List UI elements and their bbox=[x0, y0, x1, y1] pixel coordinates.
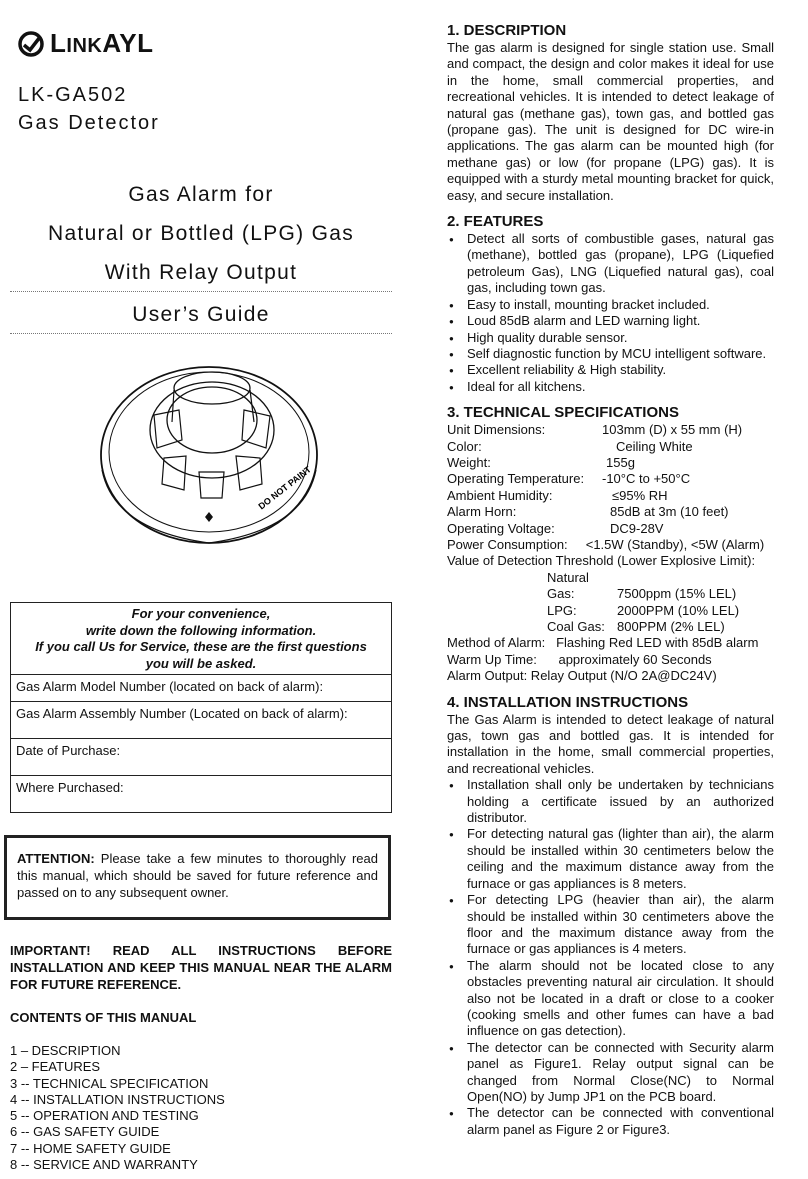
service-info-box bbox=[10, 602, 392, 813]
linkayl-logo-icon bbox=[18, 31, 44, 57]
list-item: ● For detecting natural gas (lighter than air), the alarm should be installed within 30 centimeters below the ceiling and the maximum distance away from the furnace or gas appliances is 8 meters. bbox=[447, 826, 774, 892]
right-column bbox=[447, 22, 774, 1138]
list-item: ● Easy to install, mounting bracket included. bbox=[447, 297, 774, 313]
contents-item[interactable]: 4 -- INSTALLATION INSTRUCTIONS bbox=[10, 1091, 225, 1107]
list-item: ● Loud 85dB alarm and LED warning light. bbox=[447, 313, 774, 329]
spec-row: Unit Dimensions: 103mm (D) x 55 mm (H) bbox=[447, 422, 743, 438]
important-notice: IMPORTANT! READ ALL INSTRUCTIONS BEFORE INSTALLATION AND KEEP THIS MANUAL NEAR THE ALARM FOR FUTURE REFERENCE. bbox=[10, 943, 392, 992]
spec-row: Ambient Humidity: ≤95% RH bbox=[447, 487, 668, 503]
assembly-number-field[interactable]: Gas Alarm Assembly Number (Located on back of alarm): bbox=[11, 701, 391, 738]
title-line-4: User’s Guide bbox=[10, 303, 392, 334]
title-line-2: Natural or Bottled (LPG) Gas bbox=[47, 222, 354, 245]
list-item: ● Installation shall only be undertaken by technicians holding a certificate issued by an authorized distributor. bbox=[447, 777, 774, 826]
list-item: ● Ideal for all kitchens. bbox=[447, 379, 774, 395]
spec-row: Operating Voltage: DC9-28V bbox=[447, 520, 664, 536]
list-item: ● High quality durable sensor. bbox=[447, 330, 774, 346]
contents-item[interactable]: 1 – DESCRIPTION bbox=[10, 1043, 121, 1058]
features-list bbox=[447, 231, 774, 395]
gas-detector-illustration bbox=[94, 360, 324, 550]
list-item: ● The alarm should not be located close to any obstacles preventing natural air circulation. It should also not be located in a draft or close to a cooker (cooking smells and other fumes can have a bad influence on gas detection). bbox=[447, 958, 774, 1040]
do-not-paint-label: DO NOT PAINT bbox=[256, 464, 313, 512]
contents-item[interactable]: 8 -- SERVICE AND WARRANTY bbox=[10, 1157, 198, 1173]
list-item: ● Detect all sorts of combustible gases, natural gas (methane), bottled gas (propane), LPG (Liquefied petroleum Gas), LNG (Liquefied natural gas), coal gas, including town gas. bbox=[447, 231, 774, 297]
contents-item[interactable]: 7 -- HOME SAFETY GUIDE bbox=[10, 1140, 171, 1156]
brand-name: LINKAYL bbox=[50, 28, 154, 58]
spec-row: Alarm Horn: 85dB at 3m (10 feet) bbox=[447, 504, 729, 520]
product-type: Gas Detector bbox=[18, 112, 160, 134]
spec-power: Power Consumption: <1.5W (Standby), <5W (Alarm) bbox=[447, 536, 765, 552]
service-info-header: For your convenience, write down the following information. If you call Us for Service, these are the first questions you will be asked. bbox=[35, 606, 367, 671]
specs-heading: 3. TECHNICAL SPECIFICATIONS bbox=[447, 404, 679, 422]
installation-heading: 4. INSTALLATION INSTRUCTIONS bbox=[447, 693, 689, 711]
installation-intro: The Gas Alarm is intended to detect leakage of natural gas, town gas and bottled gas. It is intended for installation in the home, small commercial properties, and recreational vehicles. bbox=[447, 711, 774, 776]
features-heading: 2. FEATURES bbox=[447, 213, 544, 231]
specs-table bbox=[447, 422, 774, 685]
left-column bbox=[10, 28, 392, 1173]
description-text: The gas alarm is designed for single station use. Small and compact, the design and color makes it ideal for use in the home, small commercial properties, and recreational vehicles. It is intended to detect leakage of natural gas (methane gas), town gas, and bottled gas (propane gas). The unit is designed for DC wire-in applications. The gas alarm can be mounted high (for methane gas) or low (for propane (LPG) gas). It is equipped with a sturdy metal mounting bracket for quick, easy, and secure installation. bbox=[447, 40, 774, 203]
installation-list bbox=[447, 777, 774, 1138]
list-item: ● For detecting LPG (heavier than air), the alarm should be installed within 30 centimeters above the floor and the maximum distance away from the furnace or gas appliances is 4 meters. bbox=[447, 892, 774, 958]
brand-logo bbox=[18, 28, 392, 59]
spec-warmup: Warm Up Time: approximately 60 Seconds bbox=[447, 651, 712, 667]
list-item: ● Excellent reliability & High stability. bbox=[447, 362, 774, 378]
contents-item[interactable]: 2 – FEATURES bbox=[10, 1059, 101, 1075]
list-item: ● Self diagnostic function by MCU intelligent software. bbox=[447, 346, 774, 362]
spec-row: Operating Temperature: -10°C to +50°C bbox=[447, 471, 691, 487]
contents-item[interactable]: 5 -- OPERATION AND TESTING bbox=[10, 1108, 199, 1124]
contents-title: CONTENTS OF THIS MANUAL bbox=[10, 1010, 197, 1025]
description-heading: 1. DESCRIPTION bbox=[447, 22, 567, 39]
list-item: ● The detector can be connected with conventional alarm panel as Figure 2 or Figure3. bbox=[447, 1105, 774, 1138]
threshold-row: Natural Gas: 7500ppm (15% LEL) bbox=[547, 569, 737, 602]
contents-list bbox=[10, 1043, 392, 1173]
spec-row: Color: Ceiling White bbox=[447, 438, 693, 454]
list-item: ● The detector can be connected with Security alarm panel as Figure1. Relay output signal can be changed from Normal Close(NC) to Normal Open(NO) by Jump JP1 on the PCB board. bbox=[447, 1040, 774, 1106]
spec-output: Alarm Output: Relay Output (N/O 2A@DC24V) bbox=[447, 668, 717, 684]
date-of-purchase-field[interactable]: Date of Purchase: bbox=[11, 738, 391, 775]
model-number-field[interactable]: Gas Alarm Model Number (located on back of alarm): bbox=[11, 674, 391, 701]
title-line-1: Gas Alarm for bbox=[128, 183, 274, 206]
threshold-row: LPG: 2000PPM (10% LEL) bbox=[547, 602, 740, 618]
where-purchased-field[interactable]: Where Purchased: bbox=[11, 775, 391, 812]
spec-row: Weight: 155g bbox=[447, 454, 635, 470]
model-number: LK-GA502 bbox=[18, 84, 128, 106]
attention-notice: ATTENTION: Please take a few minutes to thoroughly read this manual, which should be saved for future reference and passed on to any subsequent owner. bbox=[4, 835, 391, 920]
threshold-row: Coal Gas: 800PPM (2% LEL) bbox=[547, 619, 725, 634]
contents-item[interactable]: 6 -- GAS SAFETY GUIDE bbox=[10, 1124, 160, 1140]
contents-item[interactable]: 3 -- TECHNICAL SPECIFICATION bbox=[10, 1075, 209, 1091]
spec-method: Method of Alarm: Flashing Red LED with 85dB alarm bbox=[447, 635, 759, 651]
title-line-3: With Relay Output bbox=[10, 261, 392, 292]
threshold-title: Value of Detection Threshold (Lower Explosive Limit): bbox=[447, 553, 756, 569]
